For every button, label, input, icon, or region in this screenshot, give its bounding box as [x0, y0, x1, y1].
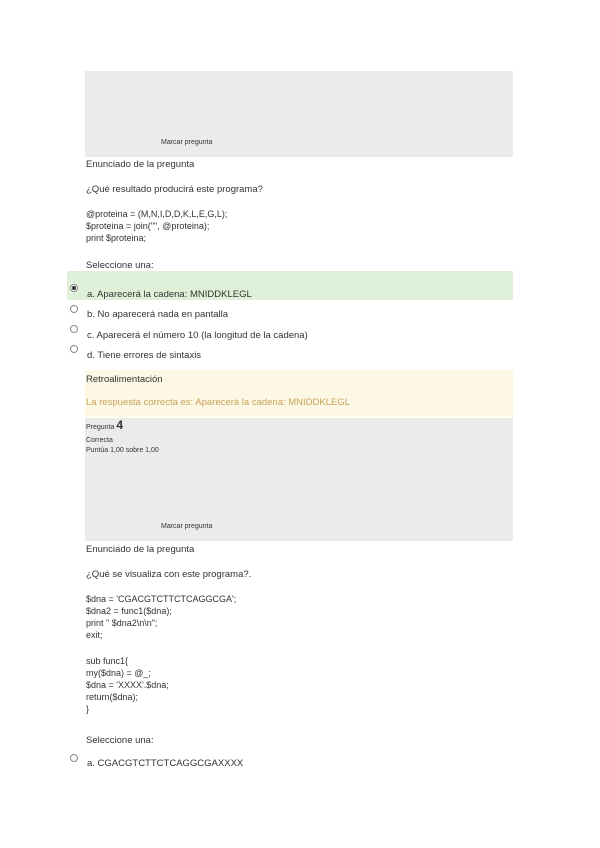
- select-label: Seleccione una:: [86, 260, 154, 271]
- option-c-label[interactable]: c. Aparecerá el número 10 (la longitud de la cadena): [87, 330, 308, 341]
- code-line: $dna2 = func1($dna);: [86, 606, 172, 616]
- radio-option-b[interactable]: [70, 305, 78, 313]
- question-info-box: [85, 418, 513, 541]
- question-score: Puntúa 1,00 sobre 1,00: [86, 447, 159, 454]
- code-line: $proteina = join("", @proteina);: [86, 221, 210, 231]
- code-line: exit;: [86, 630, 103, 640]
- question-status: Correcta: [86, 437, 113, 444]
- radio-option-a[interactable]: [70, 284, 78, 292]
- question-number-value: 4: [116, 418, 124, 432]
- code-line: sub func1{: [86, 656, 129, 666]
- code-line: $dna = 'CGACGTCTTCTCAGGCGA';: [86, 594, 237, 604]
- option-d-label[interactable]: d. Tiene errores de sintaxis: [87, 350, 202, 361]
- question-text: ¿Qué se visualiza con este programa?.: [86, 569, 252, 580]
- option-a-label[interactable]: a. CGACGTCTTCTCAGGCGAXXXX: [87, 758, 244, 769]
- radio-option-a[interactable]: [70, 754, 78, 762]
- feedback-text: La respuesta correcta es: Aparecerá la cadena: MNIDDKLEGL: [86, 397, 351, 408]
- code-line: print " $dna2\n\n";: [86, 618, 158, 628]
- code-line: $dna = 'XXXX'.$dna;: [86, 680, 169, 690]
- code-line: @proteina = (M,N,I,D,D,K,L,E,G,L);: [86, 209, 228, 219]
- statement-heading: Enunciado de la pregunta: [86, 159, 195, 170]
- statement-heading: Enunciado de la pregunta: [86, 544, 195, 555]
- flag-question-link[interactable]: Marcar pregunta: [161, 523, 213, 530]
- option-b-label[interactable]: b. No aparecerá nada en pantalla: [87, 309, 229, 320]
- code-line: }: [86, 704, 90, 714]
- question-label: Pregunta: [86, 424, 115, 431]
- option-a-label[interactable]: a. Aparecerá la cadena: MNIDDKLEGL: [87, 289, 252, 300]
- code-line: my($dna) = @_;: [86, 668, 151, 678]
- question-info-box: [85, 71, 513, 157]
- feedback-heading: Retroalimentación: [86, 374, 163, 385]
- code-line: return($dna);: [86, 692, 139, 702]
- flag-question-link[interactable]: Marcar pregunta: [161, 139, 213, 146]
- radio-option-d[interactable]: [70, 345, 78, 353]
- code-line: print $proteina;: [86, 233, 147, 243]
- radio-option-c[interactable]: [70, 325, 78, 333]
- question-text: ¿Qué resultado producirá este programa?: [86, 184, 263, 195]
- select-label: Seleccione una:: [86, 735, 154, 746]
- question-number: [86, 418, 124, 432]
